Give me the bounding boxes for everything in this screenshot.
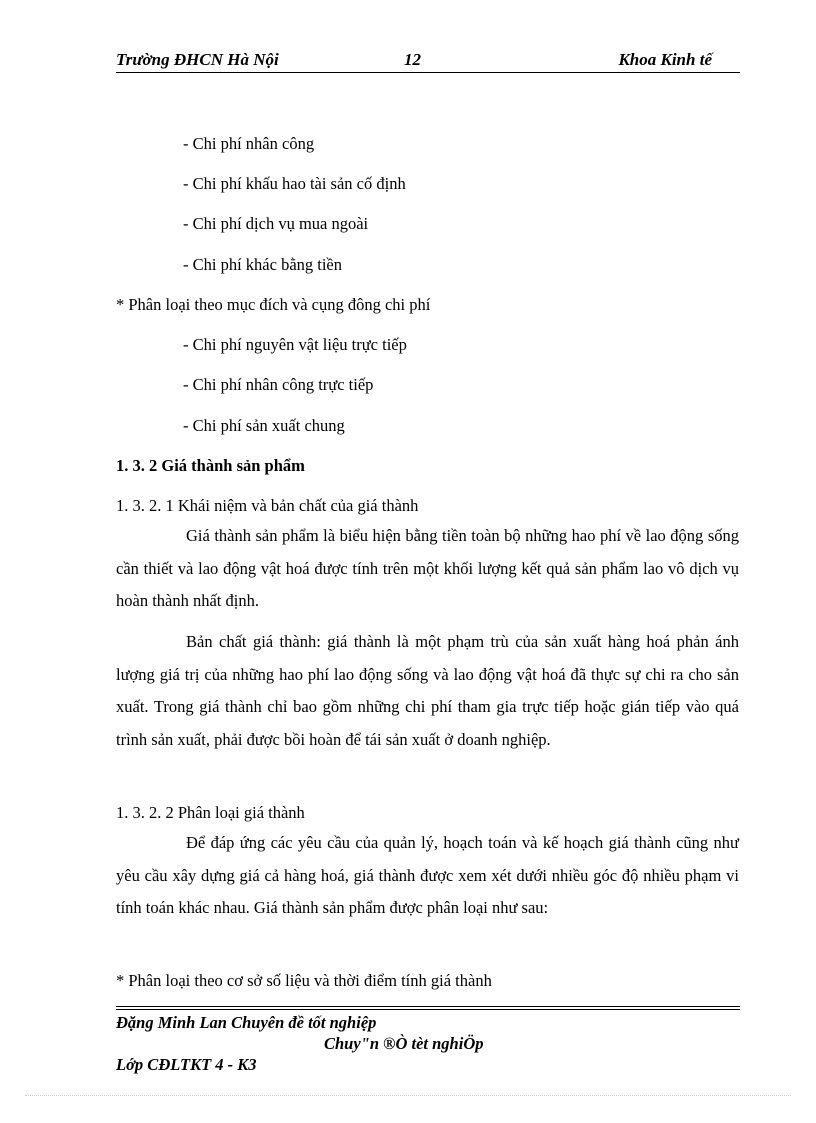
list-item: - Chi phí nhân công — [183, 134, 315, 153]
footer-author: Đặng Minh Lan Chuyên đề tốt nghiệp — [116, 1013, 377, 1032]
paragraph — [116, 520, 739, 618]
paragraph-text: Để đáp ứng các yêu cầu của quản lý, hoạch toán và kế hoạch giá thành cũng như yêu cầu xây dựng giá cả hàng hoá, giá thành được xem xét dưới nhiều góc độ nhiều phạm vi tính toán khác nhau. Giá thành sản phẩm được phân loại như sau: — [116, 833, 739, 917]
list-item: - Chi phí nhân công trực tiếp — [183, 375, 374, 394]
subsection-heading: 1. 3. 2. 2 Phân loại giá thành — [116, 803, 305, 822]
page-header — [116, 48, 740, 73]
subsection-heading: 1. 3. 2. 1 Khái niệm và bản chất của giá thành — [116, 496, 419, 515]
list-item: - Chi phí khấu hao tài sản cố định — [183, 174, 406, 193]
list-item: - Chi phí nguyên vật liệu trực tiếp — [183, 335, 407, 354]
page-edge-divider — [25, 1095, 791, 1096]
list-item: - Chi phí khác bằng tiền — [183, 255, 343, 274]
classify-purpose-heading: * Phân loại theo mục đích và cụng đông chi phí — [116, 295, 431, 314]
paragraph-text: Giá thành sản phẩm là biểu hiện bằng tiền toàn bộ những hao phí về lao động sống cần thiết và lao động vật hoá được tính trên một khối lượng kết quả sản phẩm lao vô dịch vụ hoàn thành nhất định. — [116, 526, 739, 610]
header-page-number: 12 — [404, 50, 421, 69]
list-item: - Chi phí dịch vụ mua ngoài — [183, 214, 369, 233]
section-heading: 1. 3. 2 Giá thành sản phẩm — [116, 456, 305, 475]
header-school: Trường ĐHCN Hà Nội — [116, 50, 279, 69]
paragraph — [116, 626, 739, 756]
classify-basis-heading: * Phân loại theo cơ sở số liệu và thời điểm tính giá thành — [116, 971, 492, 990]
footer-class: Lớp CĐLTKT 4 - K3 — [116, 1055, 257, 1074]
list-item: - Chi phí sản xuất chung — [183, 416, 345, 435]
footer-rule — [116, 1006, 740, 1010]
paragraph — [116, 827, 739, 925]
footer-garbled-title: Chuy"n ®Ò tèt nghiÖp — [324, 1034, 484, 1053]
header-faculty: Khoa Kinh tế — [618, 50, 712, 69]
paragraph-text: Bản chất giá thành: giá thành là một phạm trù của sản xuất hàng hoá phản ánh lượng giá trị của những hao phí lao động sống và lao động vật hoá đã thực sự chi ra cho sản xuất. Trong giá thành chỉ bao gồm những chi phí tham gia trực tiếp hoặc gián tiếp vào quá trình sản xuất, phải được bồi hoàn để tái sản xuất ở doanh nghiệp. — [116, 632, 739, 749]
